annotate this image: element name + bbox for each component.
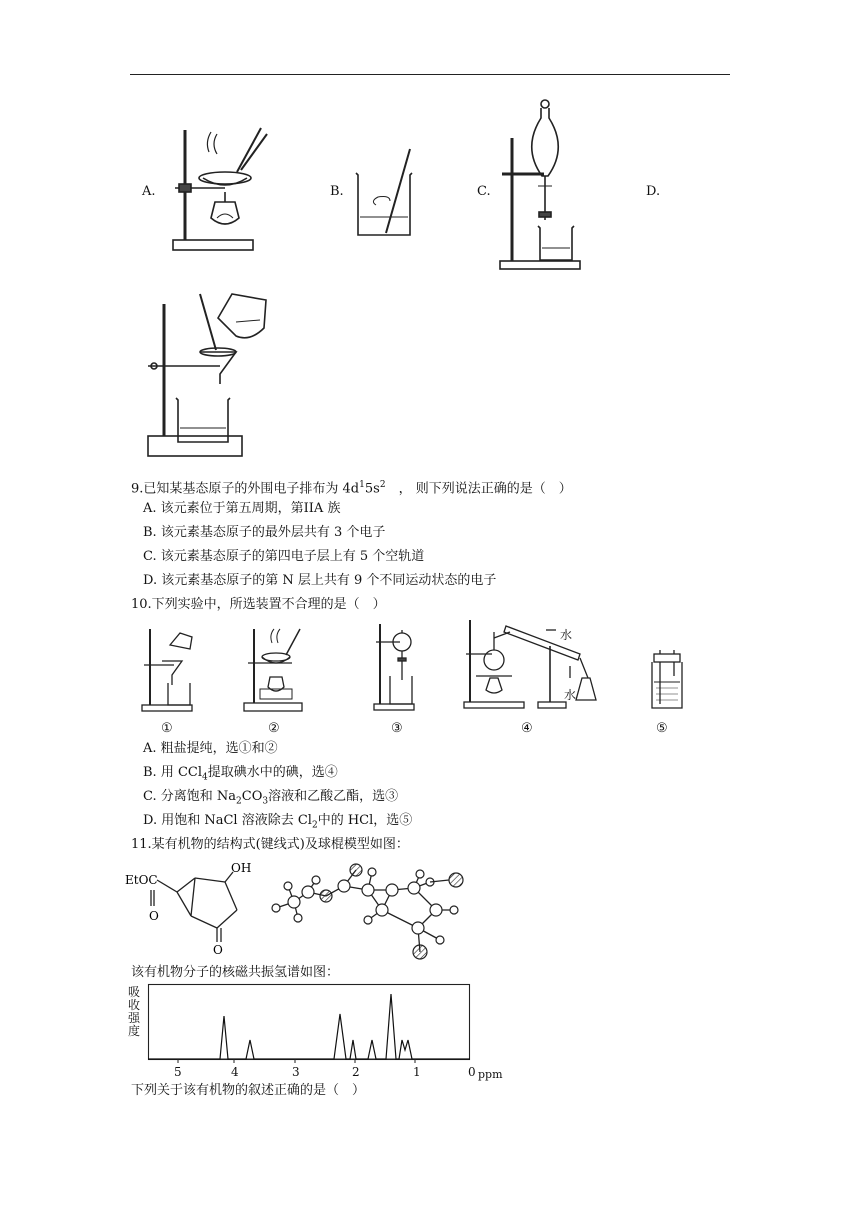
- q10-label-4: ④: [521, 721, 533, 736]
- q10-option-a: A. 粗盐提纯，选①和②: [143, 741, 278, 756]
- nmr-spectrum-chart: [148, 984, 478, 1064]
- q10-option-c-post: 溶液和乙酸乙酯，选③: [268, 789, 399, 804]
- q10-label-2: ②: [268, 721, 280, 736]
- top-rule: [130, 74, 730, 75]
- q10-option-d-sub: 2: [311, 820, 318, 831]
- q10-label-5: ⑤: [656, 721, 668, 736]
- q9-option-d: D. 该元素基态原子的第 N 层上共有 9 个不同运动状态的电子: [143, 573, 497, 588]
- separatory-funnel-figure: [498, 98, 588, 273]
- q9-option-a: A. 该元素位于第五周期，第IIA 族: [143, 501, 341, 516]
- q10-option-c-sub1: 2: [236, 796, 242, 807]
- hydroxyl-label: OH: [231, 861, 252, 875]
- q10-label-3: ③: [391, 721, 403, 736]
- q10-stem: 10.下列实验中，所选装置不合理的是（ ）: [131, 597, 386, 612]
- q10-option-b-pre: B. 用 CCl: [143, 765, 203, 780]
- ester-oxygen-label: O: [149, 909, 159, 923]
- q10-option-d: [143, 812, 412, 835]
- q9-stem-post: ， 则下列说法正确的是（ ）: [385, 481, 572, 497]
- q10-water-out-label: 水: [560, 628, 573, 642]
- q10-option-c-pre: C. 分离饱和 Na: [143, 789, 237, 804]
- q8-option-b-label: B.: [330, 184, 344, 199]
- q10-label-1: ①: [161, 721, 173, 736]
- q10-option-c: [143, 788, 398, 811]
- etoc-label: EtOC: [125, 873, 158, 887]
- q10-apparatus-1-filtration: [140, 625, 196, 715]
- nmr-intro: 该有机物分子的核磁共振氢谱如图：: [131, 965, 340, 980]
- nmr-tick-3: 3: [292, 1065, 300, 1079]
- beaker-stirring-figure: [350, 145, 420, 245]
- q10-apparatus-4-distillation: [462, 616, 612, 712]
- nmr-tick-2: 2: [352, 1065, 360, 1079]
- nmr-ylabel-char-4: 度: [128, 1024, 141, 1038]
- q10-apparatus-5-gas-washing-bottle: [646, 648, 688, 712]
- q10-option-d-post: 中的 HCl，选⑤: [317, 813, 413, 828]
- q9-stem-sup2: 2: [379, 480, 386, 490]
- q9-stem-mid: 5s: [364, 481, 380, 497]
- q10-option-c-sub2: 3: [262, 796, 269, 807]
- nmr-ylabel: [128, 986, 142, 1038]
- nmr-tick-0: 0: [468, 1065, 476, 1079]
- q10-apparatus-3-separatory-funnel: [372, 620, 422, 712]
- q8-option-a-label: A.: [142, 184, 156, 199]
- q10-option-d-pre: D. 用饱和 NaCl 溶液除去 Cl: [143, 813, 312, 828]
- q9-option-c: C. 该元素基态原子的第四电子层上有 5 个空轨道: [143, 549, 425, 564]
- q9-stem: [131, 476, 572, 498]
- q8-option-c-label: C.: [477, 184, 491, 199]
- q10-apparatus-2-evaporation: [242, 625, 306, 715]
- nmr-unit: ppm: [478, 1068, 503, 1081]
- ball-and-stick-model-figure: [268, 856, 473, 964]
- nmr-tick-1: 1: [413, 1065, 421, 1079]
- q10-option-c-mid: CO: [241, 789, 263, 804]
- ketone-oxygen-label: O: [213, 943, 223, 957]
- q10-water-in-label: 水: [564, 688, 577, 702]
- q11-question: 下列关于该有机物的叙述正确的是（ ）: [131, 1083, 366, 1098]
- evaporation-apparatus-figure: [165, 122, 275, 262]
- q10-option-b: [143, 764, 338, 787]
- filtration-figure: [140, 288, 280, 466]
- q10-option-b-post: 提取碘水中的碘，选④: [207, 765, 338, 780]
- nmr-ylabel-char-3: 强: [128, 1011, 141, 1025]
- skeletal-formula-figure: [125, 860, 265, 956]
- nmr-tick-4: 4: [231, 1065, 239, 1079]
- q9-stem-sup1: 1: [359, 480, 365, 490]
- nmr-ylabel-char-2: 收: [128, 998, 141, 1012]
- q9-stem-text: 9.已知某基态原子的外围电子排布为 4d: [131, 481, 360, 497]
- q10-option-b-sub: 4: [202, 772, 208, 783]
- nmr-ylabel-char-1: 吸: [128, 985, 141, 999]
- q9-option-b: B. 该元素基态原子的最外层共有 3 个电子: [143, 525, 386, 540]
- q11-stem: 11.某有机物的结构式(键线式)及球棍模型如图：: [131, 837, 409, 852]
- nmr-tick-5: 5: [174, 1065, 182, 1079]
- q8-option-d-label: D.: [646, 184, 661, 199]
